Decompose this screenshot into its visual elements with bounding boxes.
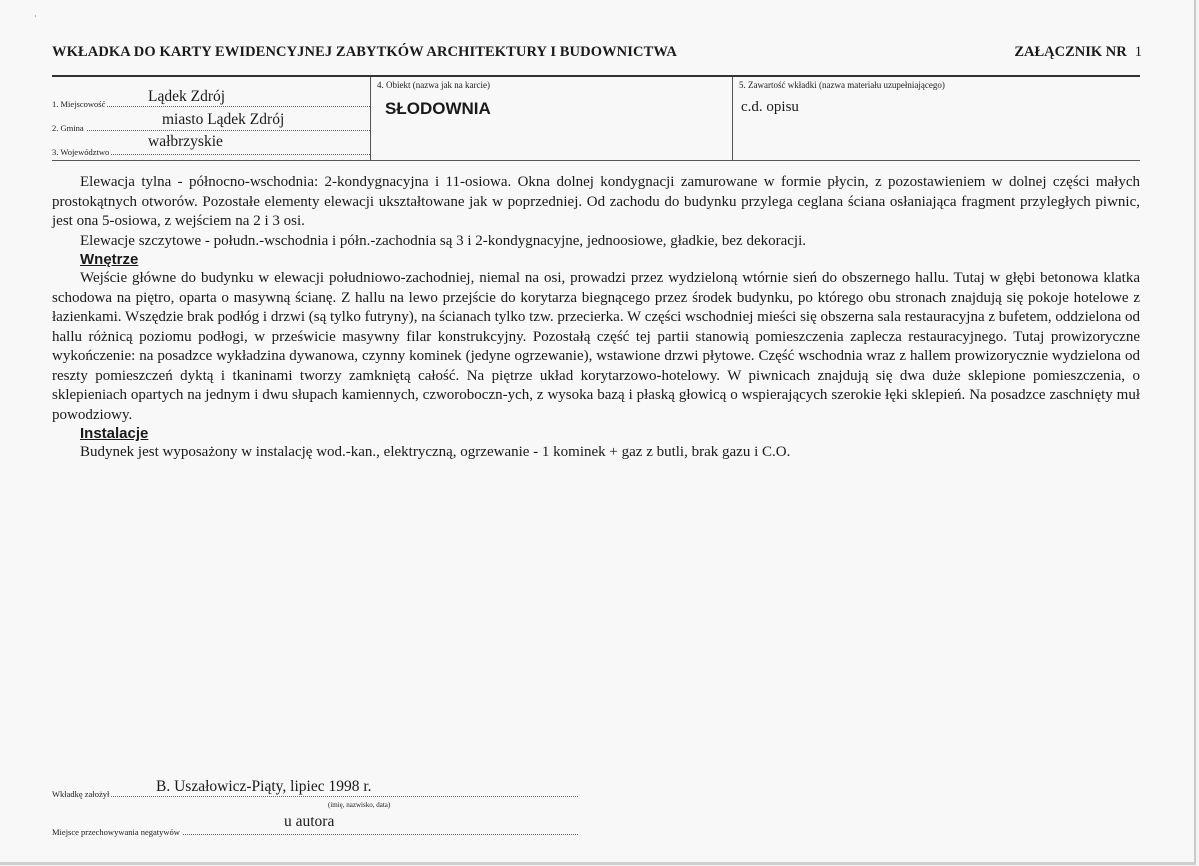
author-line <box>52 796 578 797</box>
paragraph-rear-elevation: Elewacja tylna - północno-wschodnia: 2-kondygnacyjna i 11-osiowa. Okna dolnej kondygnacji zamurowane w formie płycin, z pozostawieniem w dolnej części małych prostokątnych otworów. Pozostałe elementy elewacji ukształtowane jak w poprzedniej. Od zachodu do budynku przylega ceglana ściana osłaniająca fragment przyległych piwnic, jest ona 5-osiowa, z wejściem na 2 i 3 osi. <box>52 174 1140 229</box>
object-label: 4. Obiekt (nazwa jak na karcie) <box>377 80 490 90</box>
commune-value: miasto Lądek Zdrój <box>162 111 285 128</box>
content-box <box>732 77 1141 160</box>
location-fields <box>52 77 370 160</box>
heading-installations: Instalacje <box>80 425 149 442</box>
content-label: 5. Zawartość wkładki (nazwa materiału uzupełniającego) <box>739 80 945 90</box>
commune-line <box>52 130 370 131</box>
voivodeship-value: wałbrzyskie <box>148 133 223 150</box>
content-value: c.d. opisu <box>741 99 799 115</box>
author-hint: (imię, nazwisko, data) <box>328 801 391 809</box>
annex-number: 1 <box>1134 44 1142 60</box>
locality-value: Lądek Zdrój <box>148 88 226 105</box>
description-body <box>52 173 1140 463</box>
paragraph-interior: Wejście główne do budynku w elewacji południowo-zachodniej, niemal na osi, prowadzi przez wydzieloną wtórnie sień do obszernego hallu. Tutaj w głębi betonowa klatka schodowa na piętro, oparta o masywną ścianę. Z hallu na lewo przejście do korytarza biegnącego przez środek budynku, po którego obu stronach znajdują się pokoje hotelowe z łazienkami. Wszędzie brak podłóg i drzwi (są tylko futryny), na ścianach tylko tzw. przecierka. W części wschodniej mieści się obszerna sala restauracyjna z bufetem, oddzielona od hallu różnicą poziomu podłogi, w prześwicie masywny filar konstrukcyjny. Pozostałą część tej partii stanowią pomieszczenia zaplecza restauracyjnego. Tutaj prowizoryczne wykończenie: na posadzce wykładzina dywanowa, czynny kominek (jedyne ogrzewanie), wstawione drzwi płytowe. Część wschodnia wraz z hallem prowizorycznie wydzielona od reszty pomieszczeń dyktą i tkaninami tworzy zamkniętą całość. Na piętrze układ korytarzowo-hotelowy. W piwnicach znajdują się dwa duże sklepione pomieszczenia, o sklepieniach opartych na jednym i dwu słupach kamiennych, czworoboczn-ych, z wysoka bazą i płaską głowicą o wspierających szerokie łęki sklepień. Na posadzce zaschnięty muł powodziowy. <box>52 270 1140 423</box>
object-box <box>370 77 733 160</box>
commune-field <box>52 113 370 133</box>
voivodeship-field <box>52 133 370 157</box>
author-field <box>52 779 578 799</box>
annex-label <box>1014 44 1142 61</box>
commune-label: 2. Gmina <box>52 123 84 133</box>
locality-field <box>52 89 370 109</box>
paragraph-installations: Budynek jest wyposażony w instalację wod.-kan., elektryczną, ogrzewanie - 1 kominek + gaz z butli, brak gazu i C.O. <box>80 444 791 460</box>
paragraph-gable-elevations: Elewacje szczytowe - połudn.-wschodnia i półn.-zachodnia są 3 i 2-kondygnacyjne, jednoosiowe, gładkie, bez dekoracji. <box>80 232 807 249</box>
voivodeship-label: 3. Województwo <box>52 147 110 157</box>
form-title: WKŁADKA DO KARTY EWIDENCYJNEJ ZABYTKÓW ARCHITEKTURY I BUDOWNICTWA <box>52 44 677 60</box>
author-label: Wkładkę założył <box>52 789 110 799</box>
info-box <box>52 75 1140 161</box>
negatives-field <box>52 813 578 837</box>
object-name: SŁODOWNIA <box>385 99 491 118</box>
heading-interior: Wnętrze <box>80 251 139 268</box>
negatives-label: Miejsce przechowywania negatywów <box>52 827 180 837</box>
author-value: B. Uszałowicz-Piąty, lipiec 1998 r. <box>156 778 372 795</box>
scan-mark: · <box>34 12 37 21</box>
locality-label: 1. Miejscowość <box>52 99 106 109</box>
negatives-value: u autora <box>284 813 335 830</box>
annex-label-text: ZAŁĄCZNIK NR <box>1014 44 1127 60</box>
